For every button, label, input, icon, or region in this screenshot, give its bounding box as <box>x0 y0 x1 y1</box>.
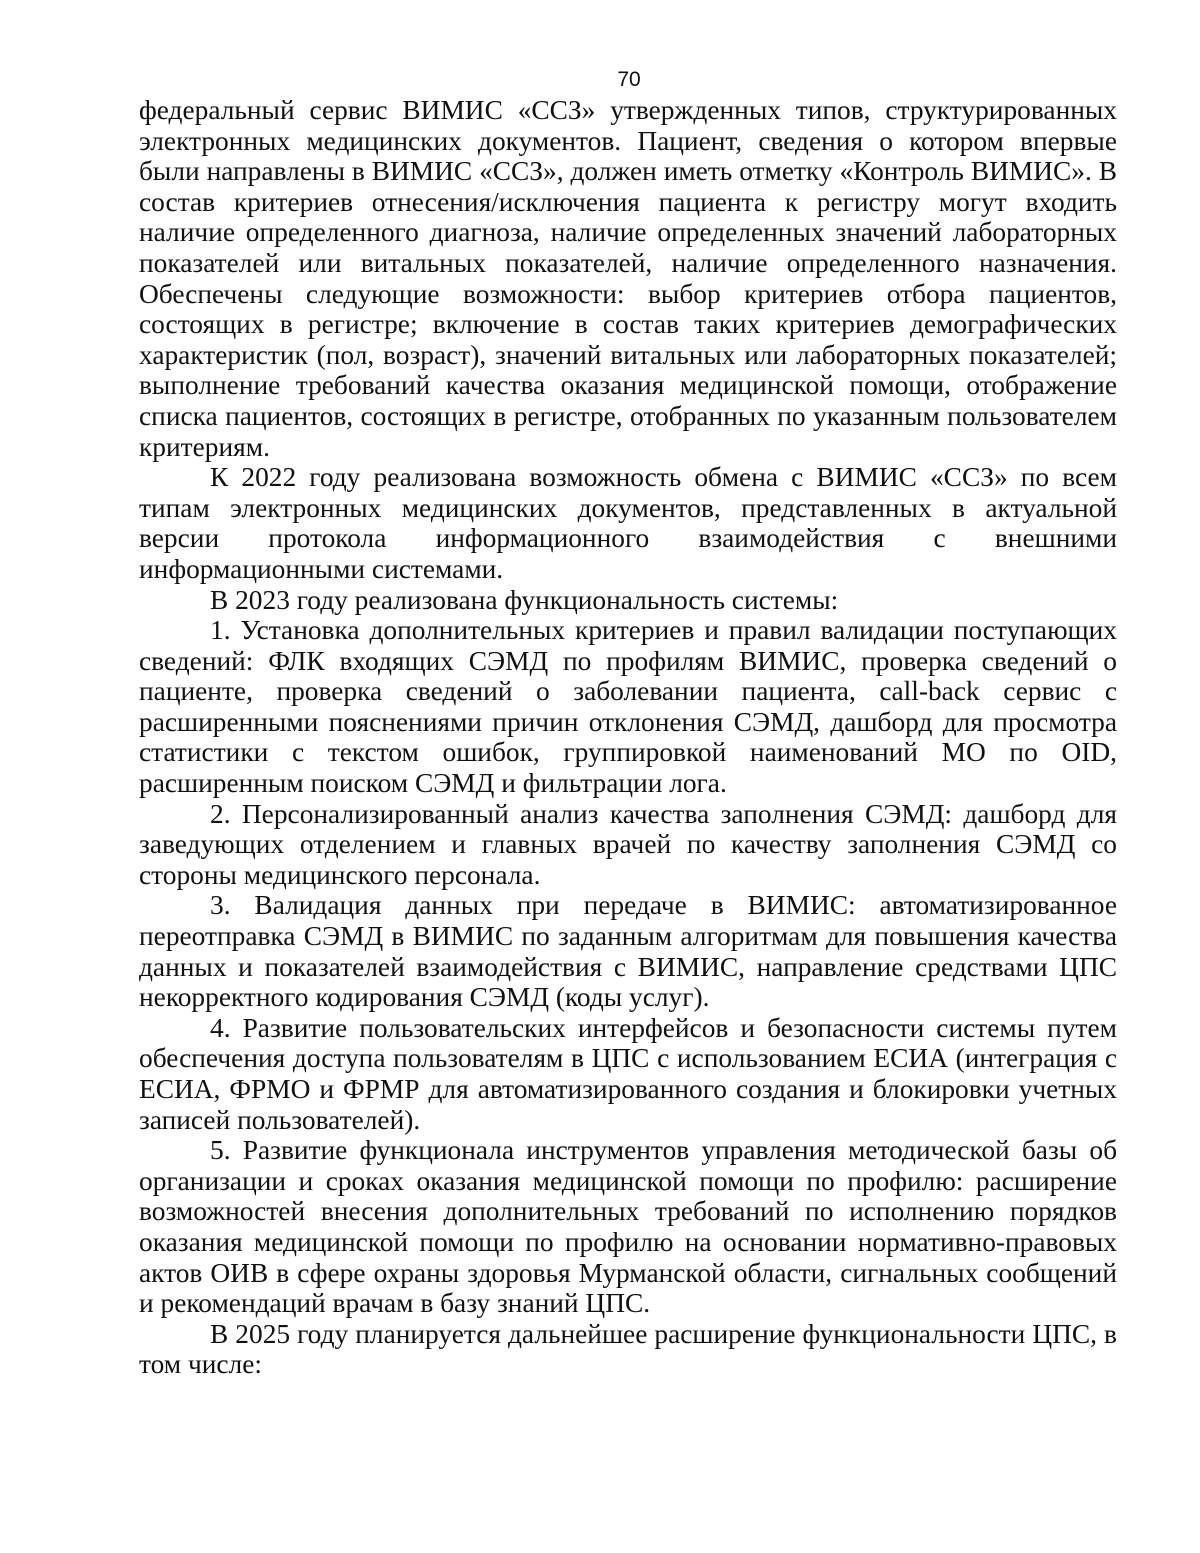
list-item-5-methodology-tools: 5. Развитие функционала инструментов управления методической базы об организации и сроках оказания медицинской помощи по профилю: расширение возможностей внесения дополнительных требований по исполнению порядков оказания медицинской помощи по профилю на основании нормативно-правовых актов ОИВ в сфере охраны здоровья Мурманской области, сигнальных сообщений и рекомендаций врачам в базу знаний ЦПС. <box>139 1135 1117 1319</box>
list-item-1-validation: 1. Установка дополнительных критериев и правил валидации поступающих сведений: ФЛК входящих СЭМД по профилям ВИМИС, проверка сведений о пациенте, проверка сведений о заболевании пациента, call-back сервис с расширенными пояснениями причин отклонения СЭМД, дашборд для просмотра статистики с текстом ошибок, группировкой наименований МО по OID, расширенным поиском СЭМД и фильтрации лога. <box>139 615 1117 799</box>
paragraph-2022-exchange: К 2022 году реализована возможность обмена с ВИМИС «ССЗ» по всем типам электронных медицинских документов, представленных в актуальной версии протокола информационного взаимодействия с внешними информационными системами. <box>139 462 1117 584</box>
list-item-3-data-validation: 3. Валидация данных при передаче в ВИМИС: автоматизированное переотправка СЭМД в ВИМИС по заданным алгоритмам для повышения качества данных и показателей взаимодействия с ВИМИС, направление средствами ЦПС некорректного кодирования СЭМД (коды услуг). <box>139 890 1117 1013</box>
page-number: 70 <box>617 68 641 91</box>
document-body <box>139 95 1117 1380</box>
paragraph-registry-criteria: федеральный сервис ВИМИС «ССЗ» утвержденных типов, структурированных электронных медицинских документов. Пациент, сведения о котором впервые были направлены в ВИМИС «ССЗ», должен иметь отметку «Контроль ВИМИС». В состав критериев отнесения/исключения пациента к регистру могут входить наличие определенного диагноза, наличие определенных значений лабораторных показателей или витальных показателей, наличие определенного назначения. Обеспечены следующие возможности: выбор критериев отбора пациентов, состоящих в регистре; включение в состав таких критериев демографических характеристик (пол, возраст), значений витальных или лабораторных показателей; выполнение требований качества оказания медицинской помощи, отображение списка пациентов, состоящих в регистре, отобранных по указанным пользователем критериям. <box>139 95 1117 462</box>
paragraph-2025-plans: В 2025 году планируется дальнейшее расширение функциональности ЦПС, в том числе: <box>139 1318 1117 1380</box>
list-item-2-quality-analysis: 2. Персонализированный анализ качества заполнения СЭМД: дашборд для заведующих отделением и главных врачей по качеству заполнения СЭМД со стороны медицинского персонала. <box>139 798 1117 890</box>
paragraph-2023-intro: В 2023 году реализована функциональность системы: <box>210 584 839 615</box>
list-item-4-interfaces-security: 4. Развитие пользовательских интерфейсов и безопасности системы путем обеспечения доступа пользователям в ЦПС с использованием ЕСИА (интеграция с ЕСИА, ФРМО и ФРМР для автоматизированного создания и блокировки учетных записей пользователей). <box>139 1012 1117 1135</box>
